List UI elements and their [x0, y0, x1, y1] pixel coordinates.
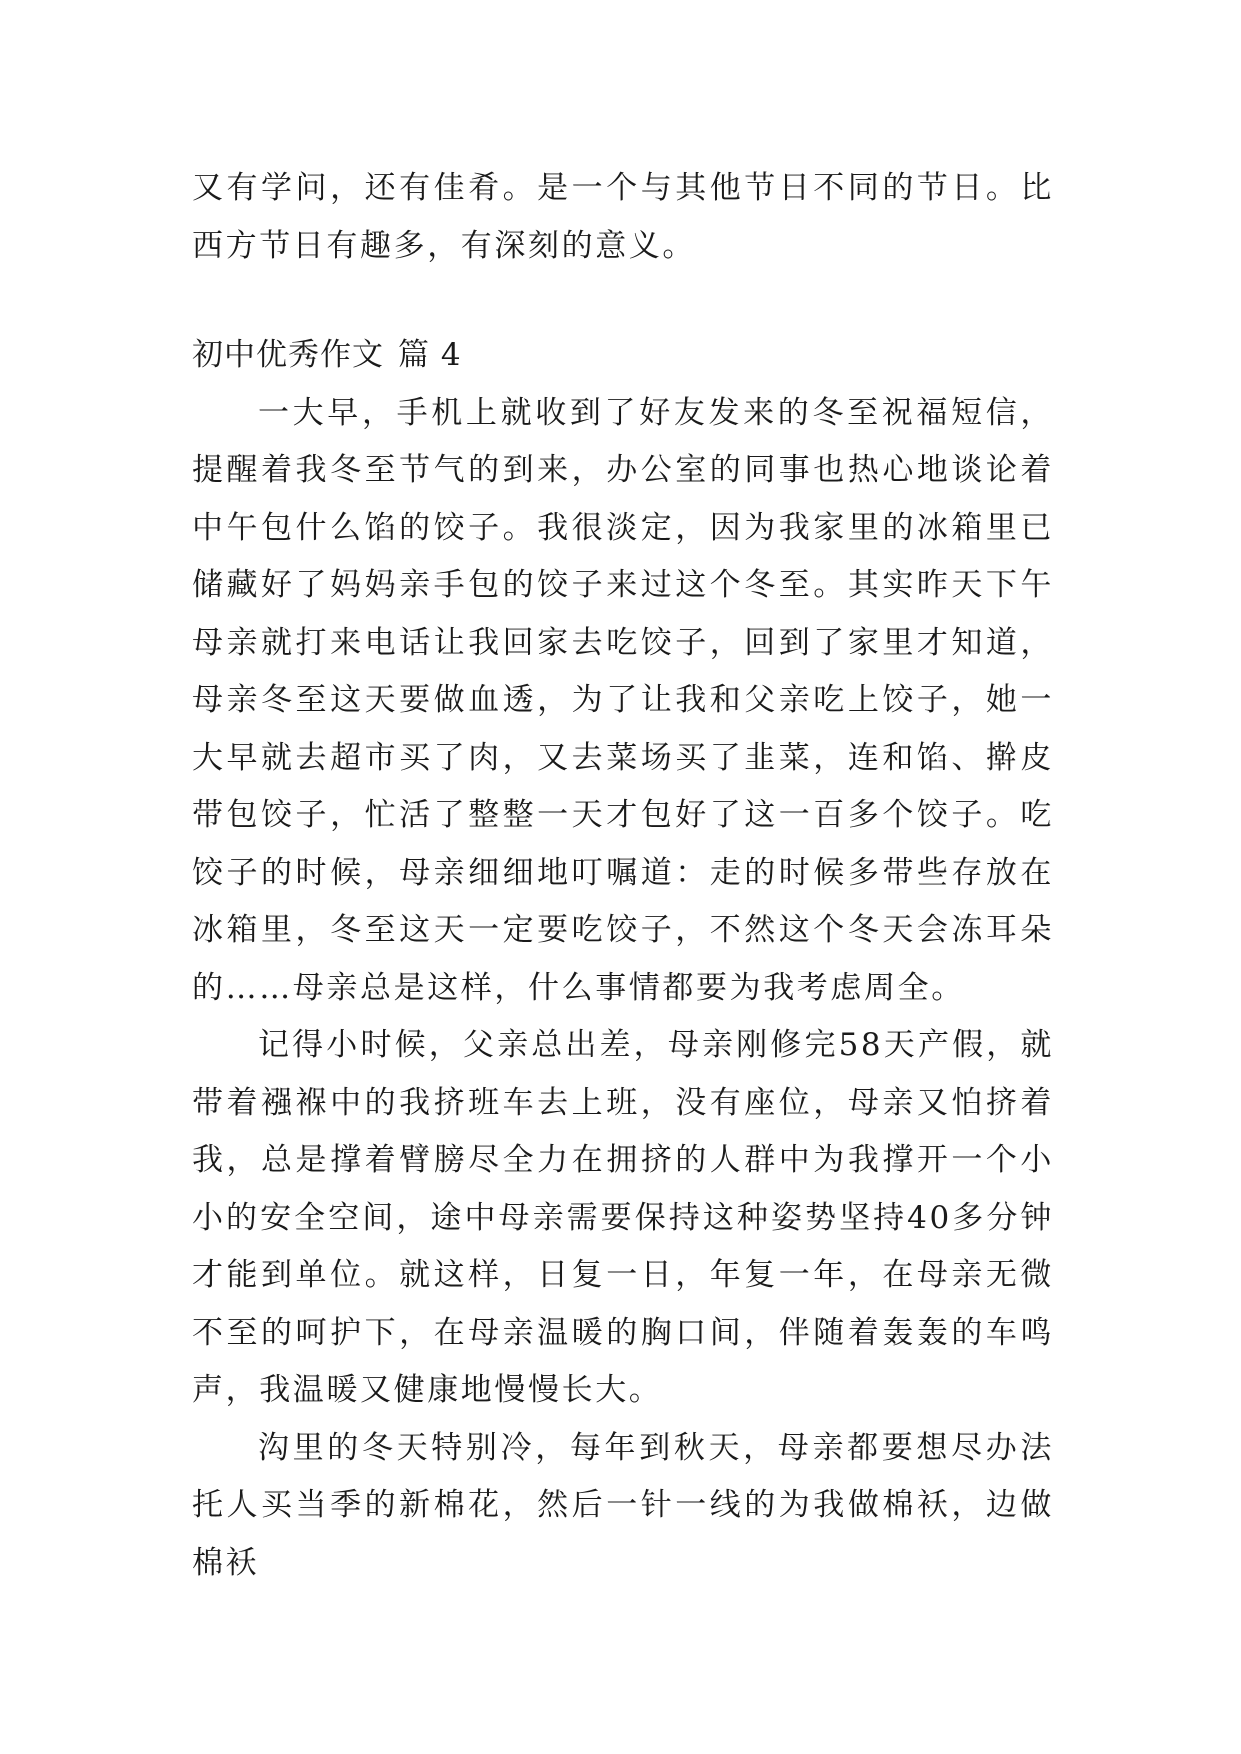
- document-body: [192, 160, 1054, 1592]
- body-paragraph-1: 一大早，手机上就收到了好友发来的冬至祝福短信，提醒着我冬至节气的到来，办公室的同事也热心地谈论着中午包什么馅的饺子。我很淡定，因为我家里的冰箱里已储藏好了妈妈亲手包的饺子来过这个冬至。其实昨天下午母亲就打来电话让我回家去吃饺子，回到了家里才知道，母亲冬至这天要做血透，为了让我和父亲吃上饺子，她一大早就去超市买了肉，又去菜场买了韭菜，连和馅、擀皮带包饺子，忙活了整整一天才包好了这一百多个饺子。吃饺子的时候，母亲细细地叮嘱道：走的时候多带些存放在冰箱里，冬至这天一定要吃饺子，不然这个冬天会冻耳朵的……母亲总是这样，什么事情都要为我考虑周全。: [192, 394, 1054, 1006]
- body-paragraph-2: 记得小时候，父亲总出差，母亲刚修完58天产假，就带着襁褓中的我挤班车去上班，没有座位，母亲又怕挤着我，总是撑着臂膀尽全力在拥挤的人群中为我撑开一个小小的安全空间，途中母亲需要保持这种姿势坚持40多分钟才能到单位。就这样，日复一日，年复一年，在母亲无微不至的呵护下，在母亲温暖的胸口间，伴随着轰轰的车鸣声，我温暖又健康地慢慢长大。: [192, 1027, 1054, 1408]
- section-heading: [192, 327, 1054, 385]
- section-title: 初中优秀作文: [192, 337, 384, 373]
- section-gap: [192, 275, 1054, 327]
- section-number: 篇 4: [398, 337, 462, 373]
- body-paragraph-3: 沟里的冬天特别冷，每年到秋天，母亲都要想尽办法托人买当季的新棉花，然后一针一线的为我做棉袄，边做棉袄: [192, 1429, 1054, 1581]
- continuation-paragraph: 又有学问，还有佳肴。是一个与其他节日不同的节日。比西方节日有趣多，有深刻的意义。: [192, 170, 1054, 264]
